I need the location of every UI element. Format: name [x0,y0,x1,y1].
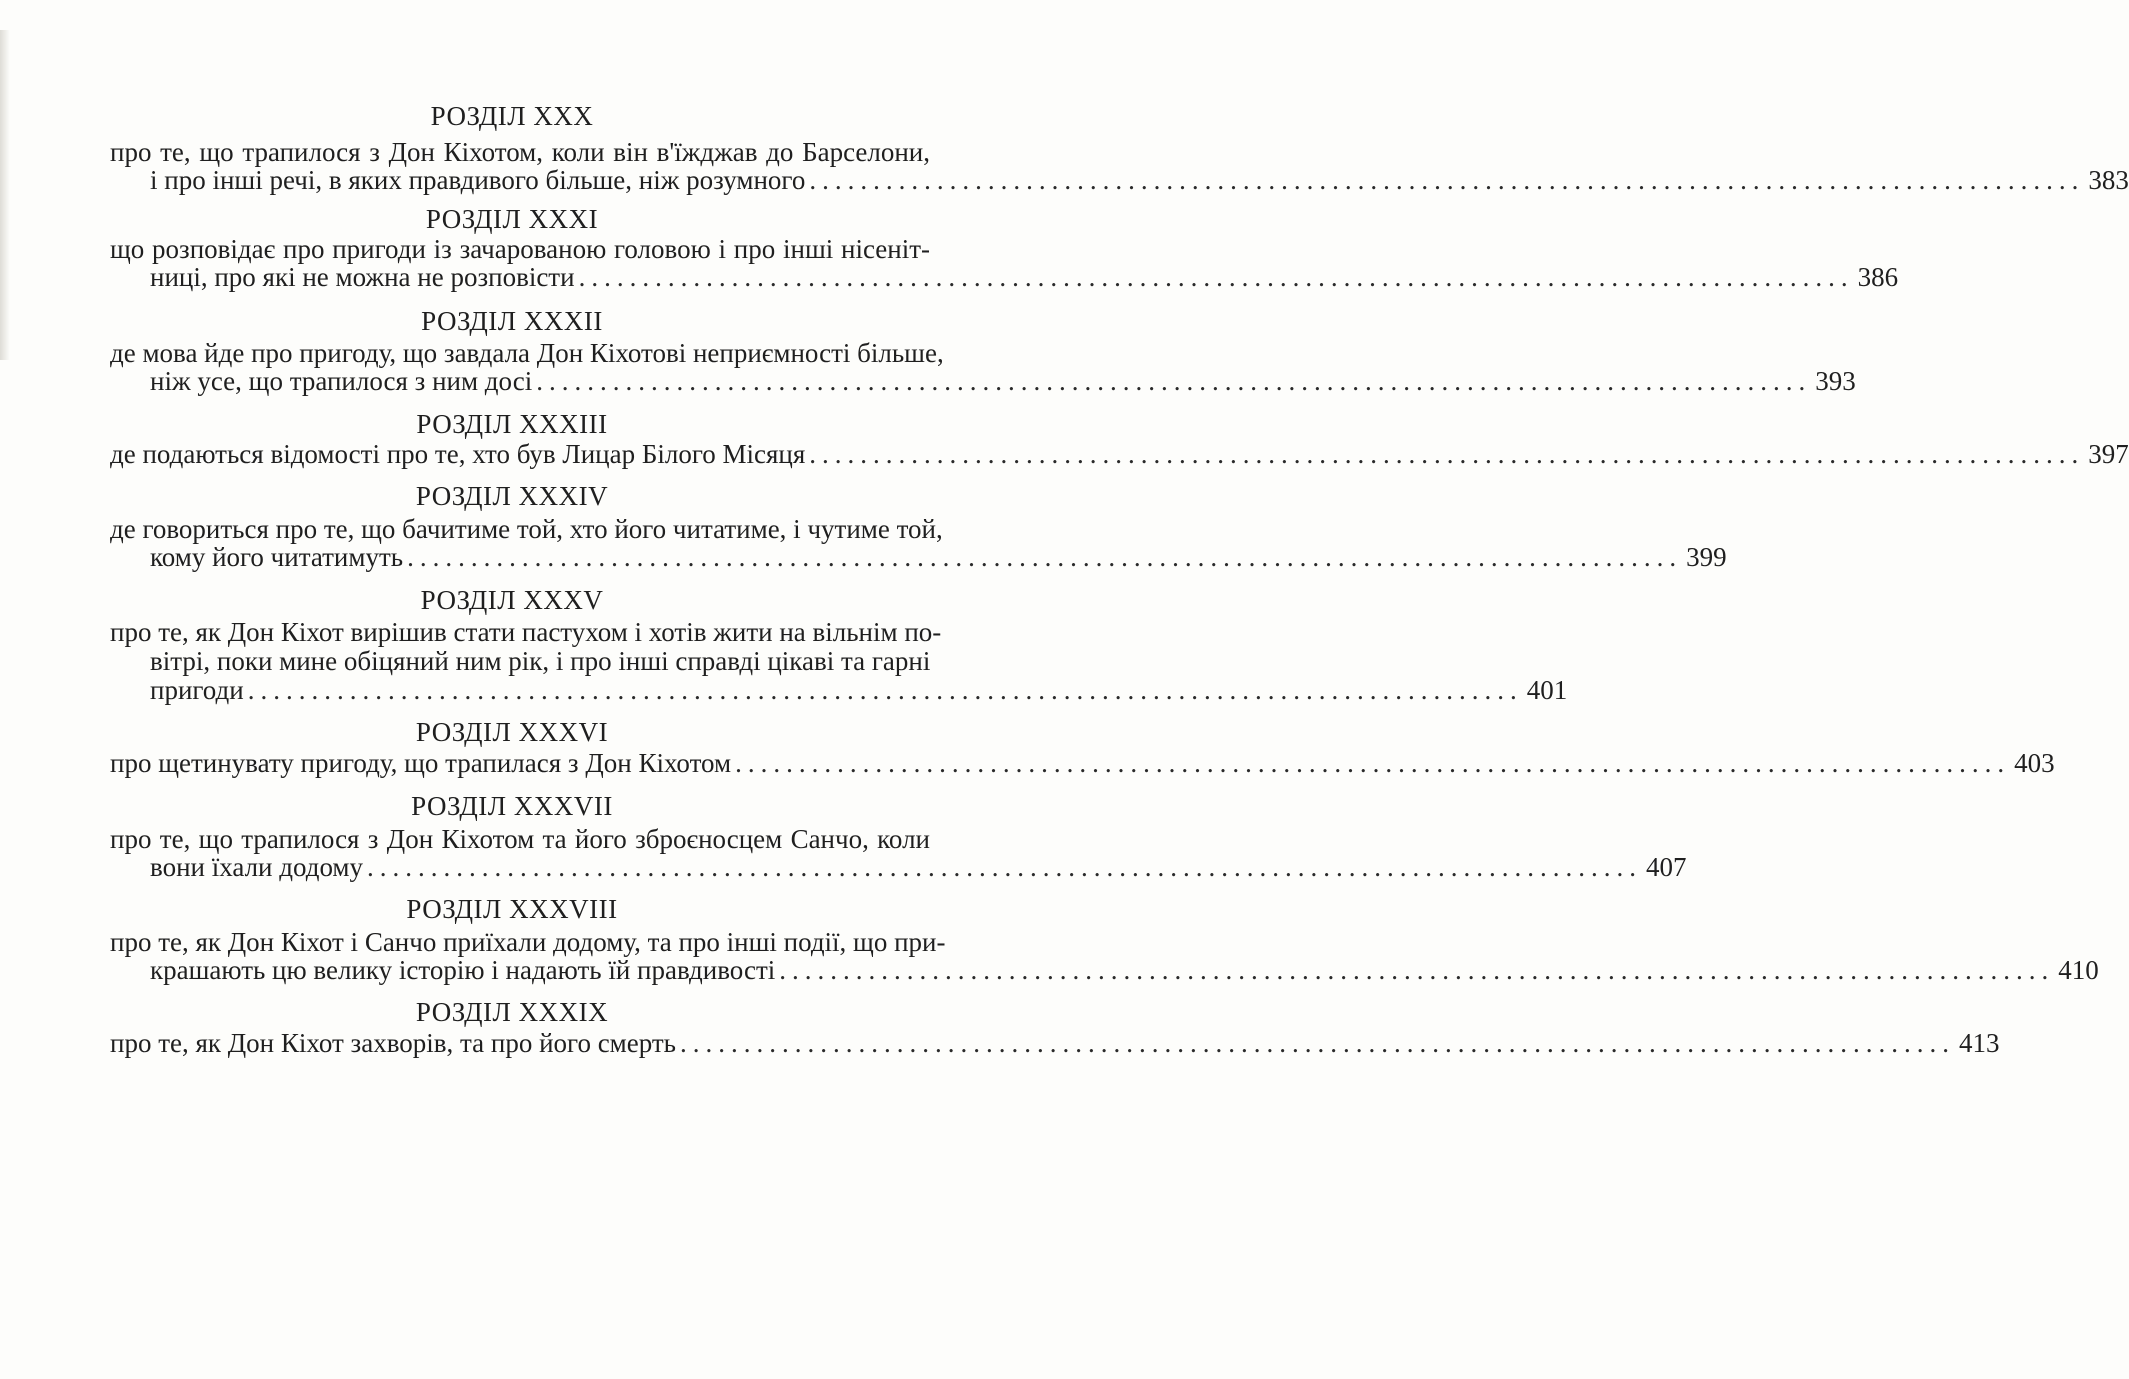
page-number: 393 [1815,366,1856,396]
entry-text-line: вітрі, поки мине обіцяний ним рік, і про інші справді цікаві та гарні [150,646,931,676]
entry-text: вони їхали додому [150,852,364,882]
chapter-heading: РОЗДІЛ XXXIII [416,409,608,439]
leader-dots: .................................................................................................... [367,852,1643,882]
page-number: 413 [1959,1028,2000,1058]
entry-text: де подаються відомості про те, хто був Лицар Білого Місяця [110,439,806,469]
chapter-heading: РОЗДІЛ XXXI [425,204,599,234]
leader-dots: .................................................................................................... [779,955,2055,985]
page-number: 407 [1646,852,1687,882]
entry-last-line[interactable] [150,954,2099,986]
entry-text: ниці, про які не можна не розповісти [150,262,575,292]
entry-last-line[interactable] [110,1027,2000,1059]
entry-last-line[interactable] [150,851,1687,883]
entry-last-line[interactable] [150,261,1899,293]
entry-last-line[interactable] [150,365,1856,397]
entry-text-line: де говориться про те, що бачитиме той, хто його читатиме, і чутиме той, [110,514,943,544]
entry-last-line[interactable] [150,674,1568,706]
page-number: 403 [2014,748,2055,778]
page-number: 401 [1526,675,1568,705]
entry-text: кому його читатимуть [150,542,404,572]
page-number: 399 [1686,542,1727,572]
leader-dots: .................................................................................................... [536,366,1812,396]
chapter-heading: РОЗДІЛ XXXV [420,585,604,615]
entry-text: крашають цю велику історію і надають їй правдивості [150,955,776,985]
entry-text-line: де мова йде про пригоду, що завдала Дон Кіхотові неприємності більше, [110,338,944,368]
leader-dots: .................................................................................................... [578,262,1854,292]
leader-dots: .................................................................................................... [809,165,2085,195]
page-number: 397 [2088,439,2129,469]
chapter-heading: РОЗДІЛ XXXIV [415,481,609,511]
leader-dots: .................................................................................................... [407,542,1683,572]
leader-dots: .................................................................................................... [247,675,1523,705]
page-number: 386 [1857,262,1899,292]
entry-last-line[interactable] [150,541,1727,573]
entry-text: пригоди [150,675,244,705]
leader-dots: .................................................................................................... [809,439,2085,469]
entry-text: про щетинувату пригоду, що трапилася з Дон Кіхотом [110,748,732,778]
entry-text-line: про те, що трапилося з Дон Кіхотом, коли він в'їжджав до Барселони, [110,137,930,167]
entry-last-line[interactable] [110,747,2055,779]
chapter-heading: РОЗДІЛ XXXVI [415,717,609,747]
chapter-heading: РОЗДІЛ XXX [430,101,594,131]
entry-text: ніж усе, що трапилося з ним досі [150,366,533,396]
entry-last-line[interactable] [110,438,2129,470]
page-number: 383 [2088,165,2129,195]
leader-dots: .................................................................................................... [680,1028,1955,1058]
entry-text-line: про те, як Дон Кіхот вирішив стати пастухом і хотів жити на вільнім по- [110,617,942,647]
entry-text: про те, як Дон Кіхот захворів, та про його смерть [110,1028,676,1058]
chapter-heading: РОЗДІЛ XXXIX [415,997,609,1027]
entry-text-line: що розповідає про пригоди із зачарованою головою і про інші нісеніт- [110,234,930,264]
entry-text: і про інші речі, в яких правдивого більше, ніж розумного [150,165,806,195]
chapter-heading: РОЗДІЛ XXXII [421,306,603,336]
chapter-heading: РОЗДІЛ XXXVIII [406,894,618,924]
page-number: 410 [2058,955,2099,985]
entry-text-line: про те, як Дон Кіхот і Санчо приїхали додому, та про інші події, що при- [110,927,946,957]
chapter-heading: РОЗДІЛ XXXVII [411,791,613,821]
leader-dots: .................................................................................................... [735,748,2011,778]
entry-text-line: про те, що трапилося з Дон Кіхотом та його зброєносцем Санчо, коли [110,824,930,854]
entry-last-line[interactable] [150,164,2129,196]
